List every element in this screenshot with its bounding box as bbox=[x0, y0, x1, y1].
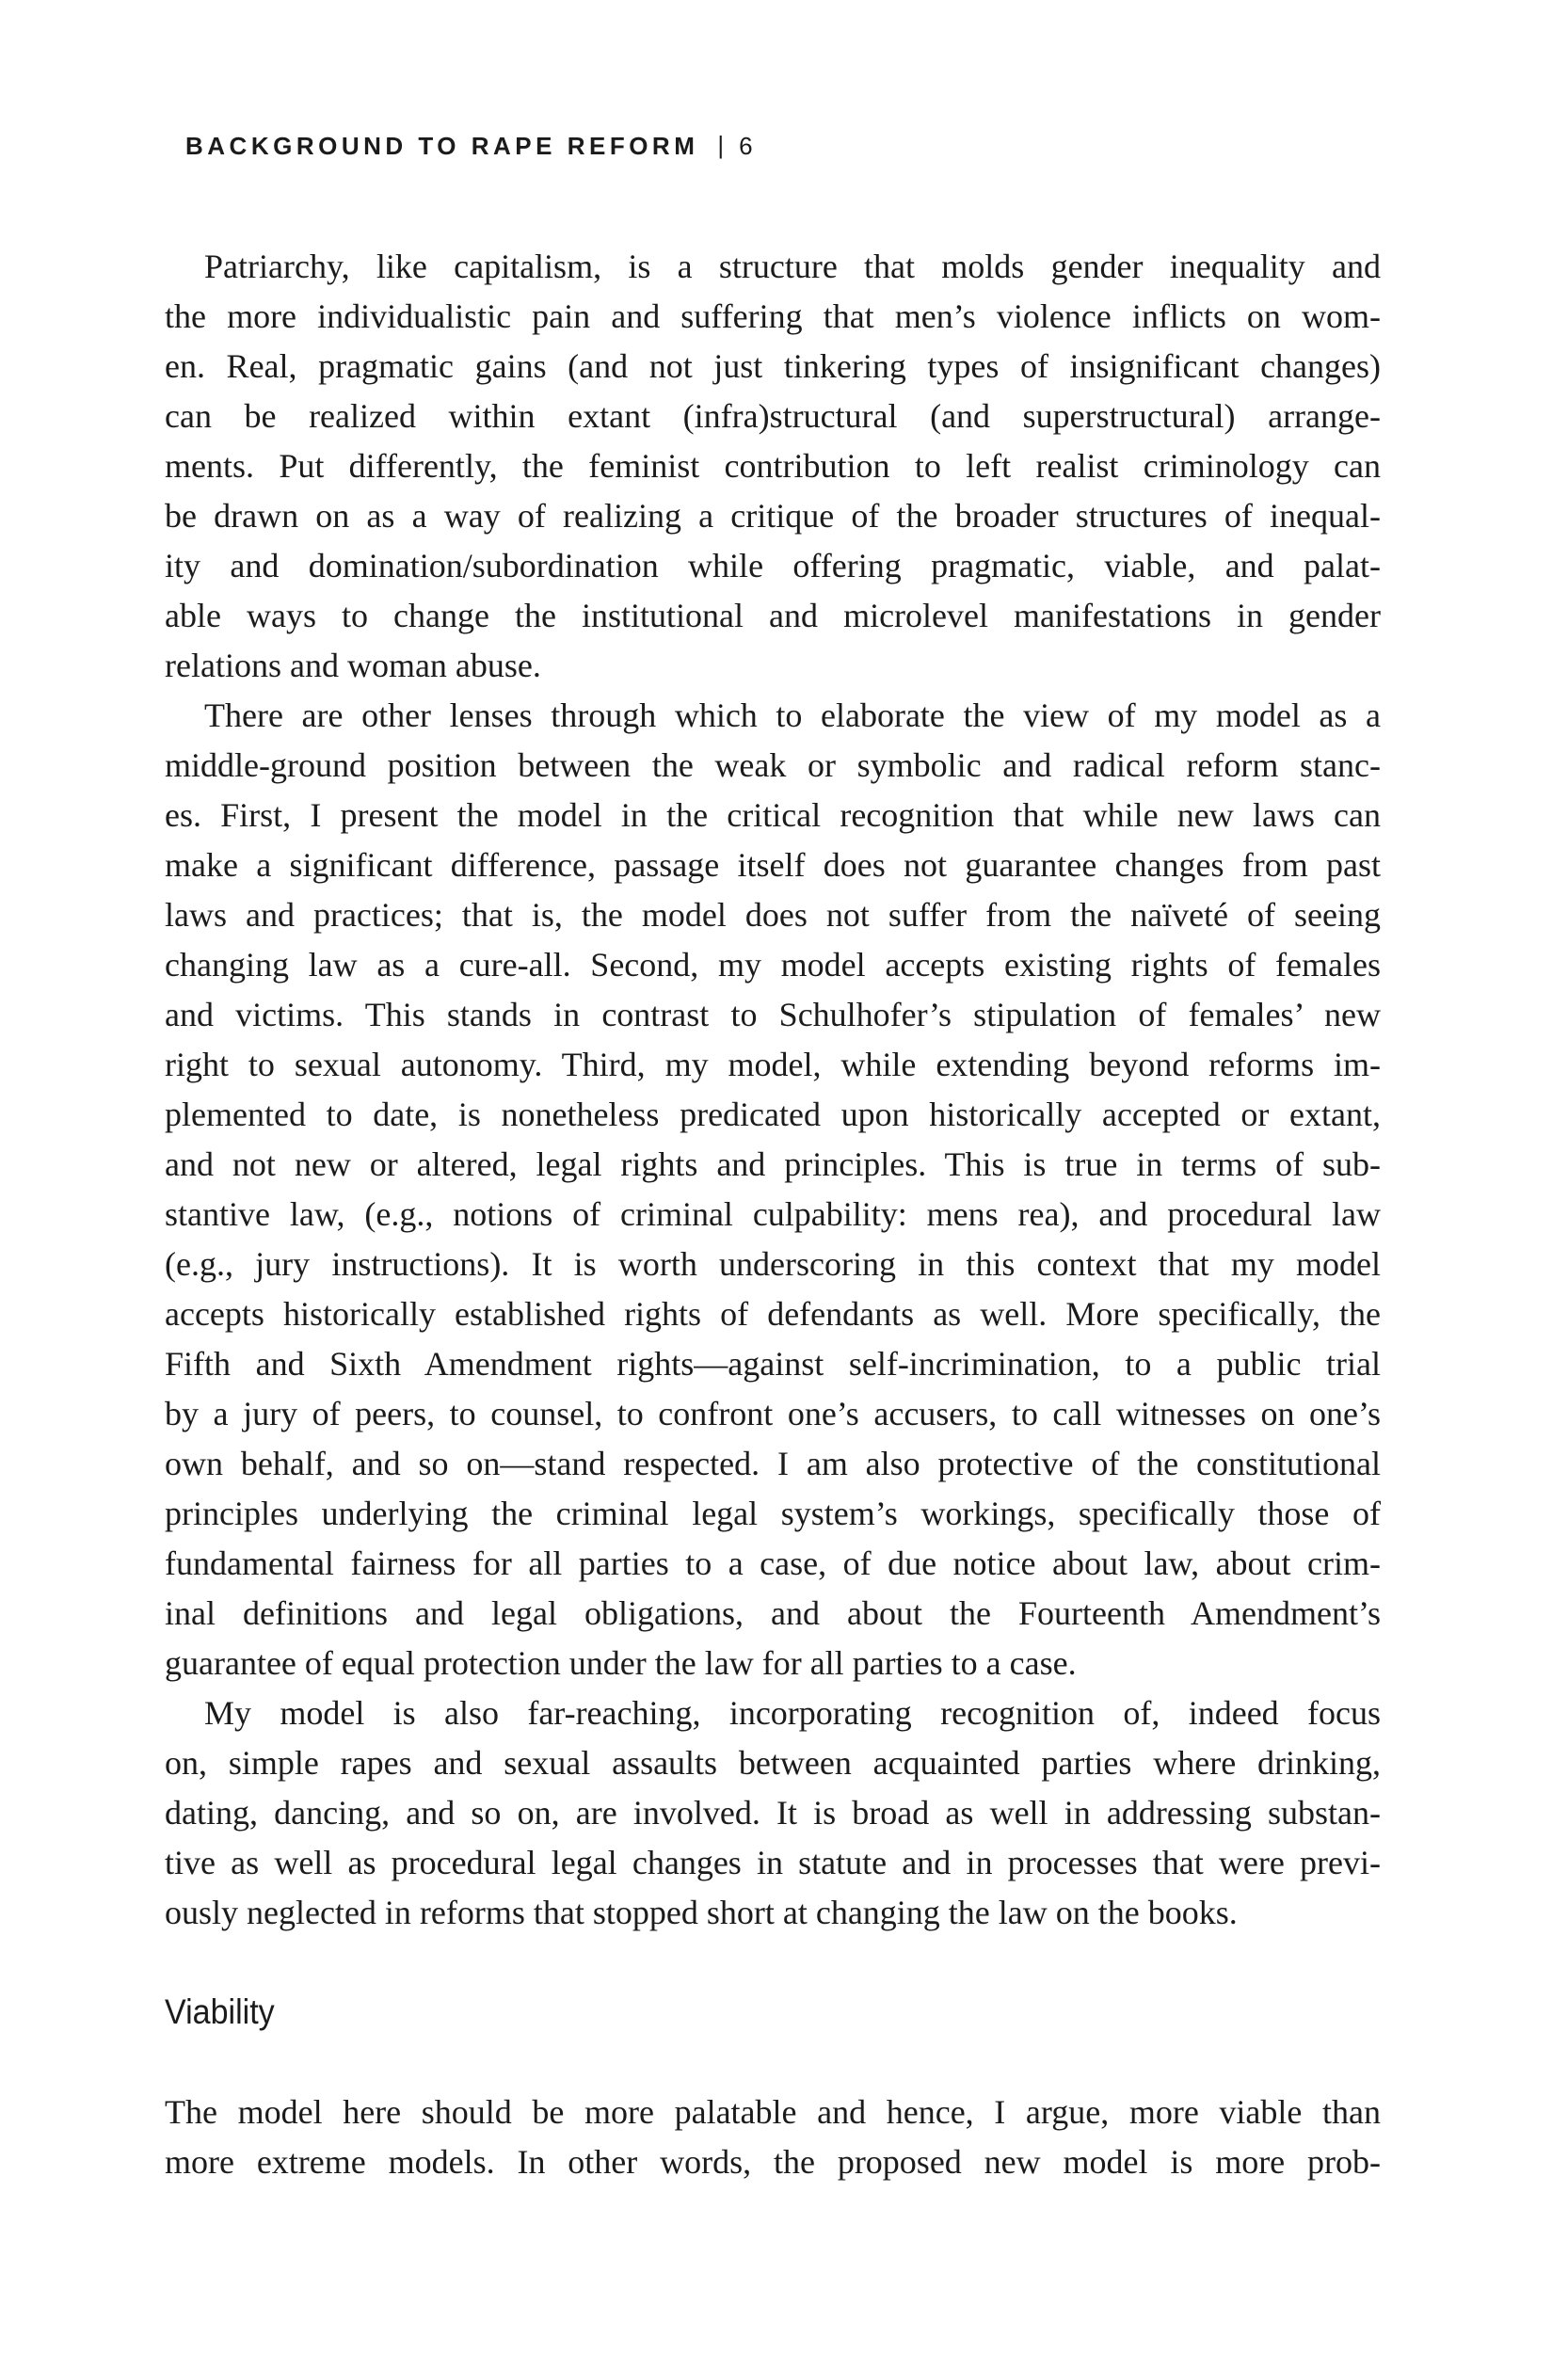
text-line: more extreme models. In other words, the proposed new model is more prob- bbox=[165, 2143, 1381, 2181]
page-number: 6 bbox=[739, 132, 753, 160]
text-line: fundamental fairness for all parties to a case, of due notice about law, about crim- bbox=[165, 1544, 1381, 1582]
text-line: dating, dancing, and so on, are involved. It is broad as well in addressing substan- bbox=[165, 1794, 1381, 1832]
text-line: es. First, I present the model in the critical recognition that while new laws can bbox=[165, 796, 1381, 834]
paragraph bbox=[165, 242, 1381, 691]
section-heading: Viability bbox=[165, 1992, 275, 2031]
text-line: inal definitions and legal obligations, and about the Fourteenth Amendment’s bbox=[165, 1594, 1381, 1632]
text-line: Fifth and Sixth Amendment rights—against self-incrimination, to a public trial bbox=[165, 1345, 1381, 1383]
text-line: principles underlying the criminal legal system’s workings, specifically those of bbox=[165, 1495, 1381, 1532]
text-line: accepts historically established rights of defendants as well. More specifically, the bbox=[165, 1295, 1381, 1333]
body-text bbox=[165, 242, 1381, 2187]
text-line: tive as well as procedural legal changes in statute and in processes that were previ- bbox=[165, 1844, 1381, 1881]
header-separator: | bbox=[717, 131, 725, 159]
text-line: ments. Put differently, the feminist contribution to left realist criminology can bbox=[165, 447, 1381, 485]
text-line: guarantee of equal protection under the law for all parties to a case. bbox=[165, 1644, 1077, 1682]
text-line: relations and woman abuse. bbox=[165, 647, 541, 684]
text-line: able ways to change the institutional and microlevel manifestations in gender bbox=[165, 597, 1381, 634]
text-line: right to sexual autonomy. Third, my model, while extending beyond reforms im- bbox=[165, 1046, 1381, 1083]
text-line: Patriarchy, like capitalism, is a structure that molds gender inequality and bbox=[204, 248, 1381, 285]
text-line: My model is also far-reaching, incorporating recognition of, indeed focus bbox=[204, 1694, 1381, 1732]
text-line: plemented to date, is nonetheless predicated upon historically accepted or extant, bbox=[165, 1096, 1381, 1133]
text-line: There are other lenses through which to elaborate the view of my model as a bbox=[204, 696, 1381, 734]
text-line: by a jury of peers, to counsel, to confront one’s accusers, to call witnesses on one’s bbox=[165, 1395, 1381, 1432]
text-line: be drawn on as a way of realizing a critique of the broader structures of inequal- bbox=[165, 497, 1381, 535]
text-line: (e.g., jury instructions). It is worth underscoring in this context that my model bbox=[165, 1245, 1381, 1283]
text-line: ously neglected in reforms that stopped short at changing the law on the books. bbox=[165, 1894, 1238, 1931]
text-line: on, simple rapes and sexual assaults between acquainted parties where drinking, bbox=[165, 1744, 1381, 1782]
text-line: en. Real, pragmatic gains (and not just tinkering types of insignificant changes) bbox=[165, 347, 1381, 385]
running-header bbox=[185, 133, 753, 159]
text-line: and victims. This stands in contrast to Schulhofer’s stipulation of females’ new bbox=[165, 996, 1381, 1033]
text-line: changing law as a cure-all. Second, my model accepts existing rights of females bbox=[165, 946, 1381, 984]
text-line: stantive law, (e.g., notions of criminal culpability: mens rea), and procedural law bbox=[165, 1195, 1381, 1233]
text-line: laws and practices; that is, the model does not suffer from the naïveté of seeing bbox=[165, 896, 1381, 934]
paragraph bbox=[165, 1688, 1381, 1938]
paragraph bbox=[165, 2088, 1381, 2187]
text-line: can be realized within extant (infra)structural (and superstructural) arrange- bbox=[165, 397, 1381, 435]
text-line: make a significant difference, passage itself does not guarantee changes from past bbox=[165, 846, 1381, 884]
paragraph bbox=[165, 691, 1381, 1688]
text-line: The model here should be more palatable and hence, I argue, more viable than bbox=[165, 2093, 1381, 2131]
running-header-title: BACKGROUND TO RAPE REFORM bbox=[185, 132, 699, 160]
text-line: the more individualistic pain and suffering that men’s violence inflicts on wom- bbox=[165, 297, 1381, 335]
text-line: ity and domination/subordination while offering pragmatic, viable, and palat- bbox=[165, 547, 1381, 584]
text-line: and not new or altered, legal rights and principles. This is true in terms of sub- bbox=[165, 1145, 1381, 1183]
text-line: middle-ground position between the weak or symbolic and radical reform stanc- bbox=[165, 746, 1381, 784]
text-line: own behalf, and so on—stand respected. I am also protective of the constitutional bbox=[165, 1445, 1381, 1482]
